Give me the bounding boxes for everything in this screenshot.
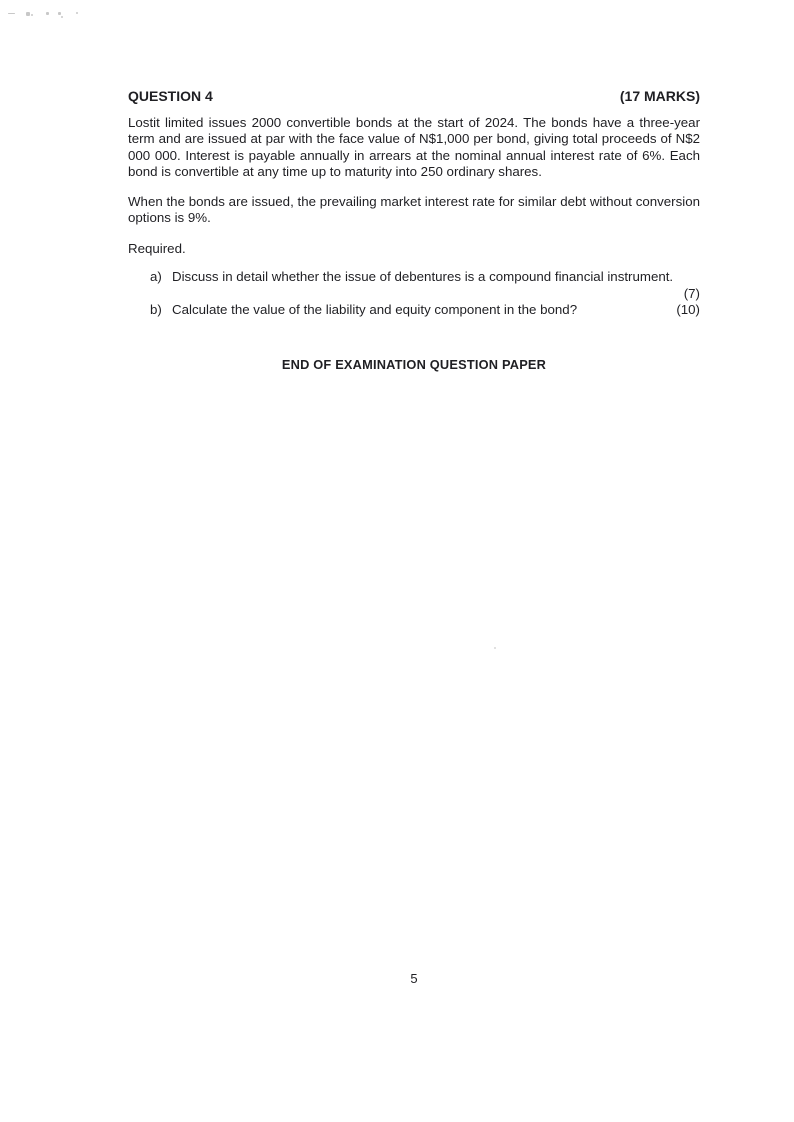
scan-artifact (8, 13, 15, 14)
requirement-marks-b: (10) (676, 302, 700, 317)
requirement-text-b: Calculate the value of the liability and equity component in the bond? (172, 302, 578, 317)
requirement-label-a: a) (150, 269, 162, 284)
question-title: QUESTION 4 (128, 88, 213, 104)
question-paragraph-1: Lostit limited issues 2000 convertible bonds at the start of 2024. The bonds have a three-year term and are issued at par with the face value of N$1,000 per bond, giving total proceeds of N$2 000 000. Interest is payable annually in arrears at the nominal annual interest rate of 6%. Each bond is convertible at any time up to maturity into 250 ordinary shares. (128, 114, 700, 179)
end-of-paper-note: END OF EXAMINATION QUESTION PAPER (281, 356, 547, 372)
requirement-marks-a: (7) (683, 285, 700, 301)
requirement-text-a: Discuss in detail whether the issue of debentures is a compound financial instrument. (172, 269, 674, 284)
requirement-item-a (128, 269, 700, 302)
question-marks-total: (17 MARKS) (619, 88, 700, 104)
scan-artifact (76, 12, 78, 14)
requirements-list (128, 269, 700, 319)
required-label: Required. (128, 240, 186, 256)
scan-artifact (58, 12, 61, 15)
question-block (128, 88, 700, 373)
requirement-item-b (128, 302, 700, 319)
scan-artifact (46, 12, 49, 15)
requirement-label-b: b) (150, 302, 162, 317)
scan-artifact (494, 647, 496, 649)
page-number: 5 (410, 971, 418, 986)
scan-artifact (31, 14, 33, 16)
scan-artifact (61, 16, 63, 18)
question-paragraph-2: When the bonds are issued, the prevailing market interest rate for similar debt without conversion options is 9%. (128, 193, 700, 225)
scan-artifact (26, 12, 30, 16)
question-header (128, 88, 700, 105)
